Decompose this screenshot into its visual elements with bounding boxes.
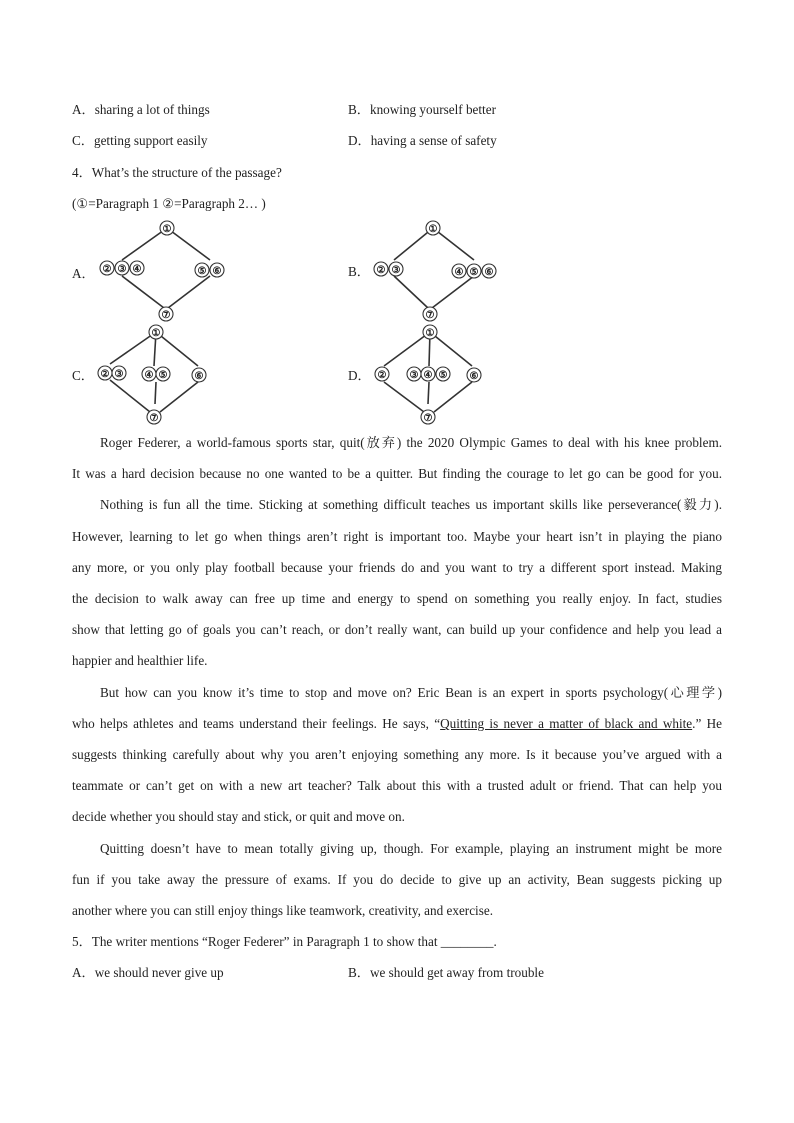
svg-text:⑥: ⑥: [194, 371, 204, 382]
passage-p2-line5: show that letting go of goals you can’t reach, or don’t really want, can build up your confidence and help you lead a: [72, 622, 722, 637]
svg-text:②: ②: [376, 265, 386, 276]
node-3: [389, 262, 403, 276]
structure-diagram-a: [90, 218, 240, 326]
svg-text:⑤: ⑤: [197, 266, 207, 277]
node-7: [159, 307, 173, 321]
passage-p1-line1: Roger Federer, a world-famous sports star, quit(放弃) the 2020 Olympic Games to deal with his knee problem.: [100, 435, 722, 450]
passage-p3-line2-pre: who helps athletes and teams understand their feelings. He says, “: [72, 716, 441, 731]
passage-p3-line4: teammate or can’t get on with a new art teacher? Talk about this with a trusted adult or friend. That can help you: [72, 778, 722, 793]
node-1: [426, 221, 440, 235]
diagram-a-label: A．: [72, 266, 95, 281]
svg-text:④: ④: [144, 370, 154, 381]
option-a: A．sharing a lot of things: [72, 102, 210, 117]
node-2: [98, 366, 112, 380]
svg-text:④: ④: [423, 370, 433, 381]
passage-p4-line2: fun if you take away the pressure of exams. If you do decide to give up an activity, Bean suggests picking up: [72, 872, 722, 887]
passage-p3-line5: decide whether you should stay and stick, or quit and move on.: [72, 809, 405, 824]
question-4: 4．What’s the structure of the passage?: [72, 165, 282, 180]
node-5: [436, 367, 450, 381]
svg-text:③: ③: [114, 369, 124, 380]
passage-p4-line3: another where you can still enjoy things like teamwork, creativity, and exercise.: [72, 903, 494, 918]
node-1: [423, 325, 437, 339]
option-b: B．knowing yourself better: [348, 102, 496, 117]
node-6: [467, 368, 481, 382]
underlined-quote: Quitting is never a matter of black and white: [440, 716, 693, 731]
svg-text:②: ②: [377, 370, 387, 381]
question-5: 5．The writer mentions “Roger Federer” in Paragraph 1 to show that ________.: [72, 934, 497, 949]
node-6: [192, 368, 206, 382]
diagram-b-label: B．: [348, 264, 370, 279]
svg-text:④: ④: [454, 267, 464, 278]
svg-text:②: ②: [102, 264, 112, 275]
svg-text:①: ①: [425, 328, 435, 339]
q5-option-a: A．we should never give up: [72, 965, 224, 980]
svg-text:③: ③: [391, 265, 401, 276]
node-7: [423, 307, 437, 321]
node-6: [210, 263, 224, 277]
node-5: [467, 264, 481, 278]
passage-p3-line1: But how can you know it’s time to stop and move on? Eric Bean is an expert in sports psychology(心理学): [100, 685, 722, 700]
node-7: [421, 410, 435, 424]
node-7: [147, 410, 161, 424]
svg-text:①: ①: [151, 328, 161, 339]
option-c: C．getting support easily: [72, 133, 208, 148]
diagram-c-label: C．: [72, 368, 94, 383]
node-1: [160, 221, 174, 235]
paragraph-key: (①=Paragraph 1 ②=Paragraph 2… ): [72, 196, 266, 211]
node-2: [374, 262, 388, 276]
diagram-d-label: D．: [348, 368, 371, 383]
svg-text:②: ②: [100, 369, 110, 380]
svg-text:⑦: ⑦: [161, 310, 171, 321]
structure-diagram-c: [90, 322, 220, 430]
svg-text:⑦: ⑦: [425, 310, 435, 321]
svg-text:③: ③: [409, 370, 419, 381]
passage-p2-line1: Nothing is fun all the time. Sticking at something difficult teaches us important skills like perseverance(毅力).: [100, 497, 722, 512]
option-d: D．having a sense of safety: [348, 133, 497, 148]
svg-text:⑥: ⑥: [469, 371, 479, 382]
passage-p2-line2: However, learning to let go when things aren’t right is important too. Maybe your heart isn’t in playing the piano: [72, 529, 722, 544]
structure-diagram-b: [366, 218, 516, 326]
svg-text:⑤: ⑤: [438, 370, 448, 381]
node-1: [149, 325, 163, 339]
node-4: [421, 367, 435, 381]
node-3: [112, 366, 126, 380]
node-4: [130, 261, 144, 275]
svg-text:③: ③: [117, 264, 127, 275]
svg-text:⑦: ⑦: [149, 413, 159, 424]
node-5: [195, 263, 209, 277]
svg-text:⑤: ⑤: [469, 267, 479, 278]
passage-p4-line1: Quitting doesn’t have to mean totally giving up, though. For example, playing an instrument might be more: [100, 841, 722, 856]
passage-p3-line3: suggests thinking carefully about why you aren’t enjoying something any more. Is it because you’ve argued with a: [72, 747, 722, 762]
node-5: [156, 367, 170, 381]
svg-text:⑦: ⑦: [423, 413, 433, 424]
node-6: [482, 264, 496, 278]
q5-option-b: B．we should get away from trouble: [348, 965, 544, 980]
node-3: [115, 261, 129, 275]
svg-text:①: ①: [428, 224, 438, 235]
passage-p2-line4: the decision to walk away can free up time and energy to spend on something you really enjoy. In fact, studies: [72, 591, 722, 606]
node-4: [452, 264, 466, 278]
structure-diagram-d: [366, 322, 496, 430]
passage-p3-line2: [72, 716, 722, 732]
node-3: [407, 367, 421, 381]
passage-p2-line3: any more, or you only play football because your friends do and you want to try a different sport instead. Making: [72, 560, 722, 575]
node-2: [375, 367, 389, 381]
passage-p2-line6: happier and healthier life.: [72, 653, 208, 668]
svg-text:⑤: ⑤: [158, 370, 168, 381]
svg-text:④: ④: [132, 264, 142, 275]
passage-p3-line2-post: .” He: [692, 716, 723, 731]
node-4: [142, 367, 156, 381]
svg-text:①: ①: [162, 224, 172, 235]
passage-p1-line2: It was a hard decision because no one wanted to be a quitter. But finding the courage to let go can be good for you.: [72, 466, 722, 481]
svg-text:⑥: ⑥: [212, 266, 222, 277]
node-2: [100, 261, 114, 275]
svg-text:⑥: ⑥: [484, 267, 494, 278]
